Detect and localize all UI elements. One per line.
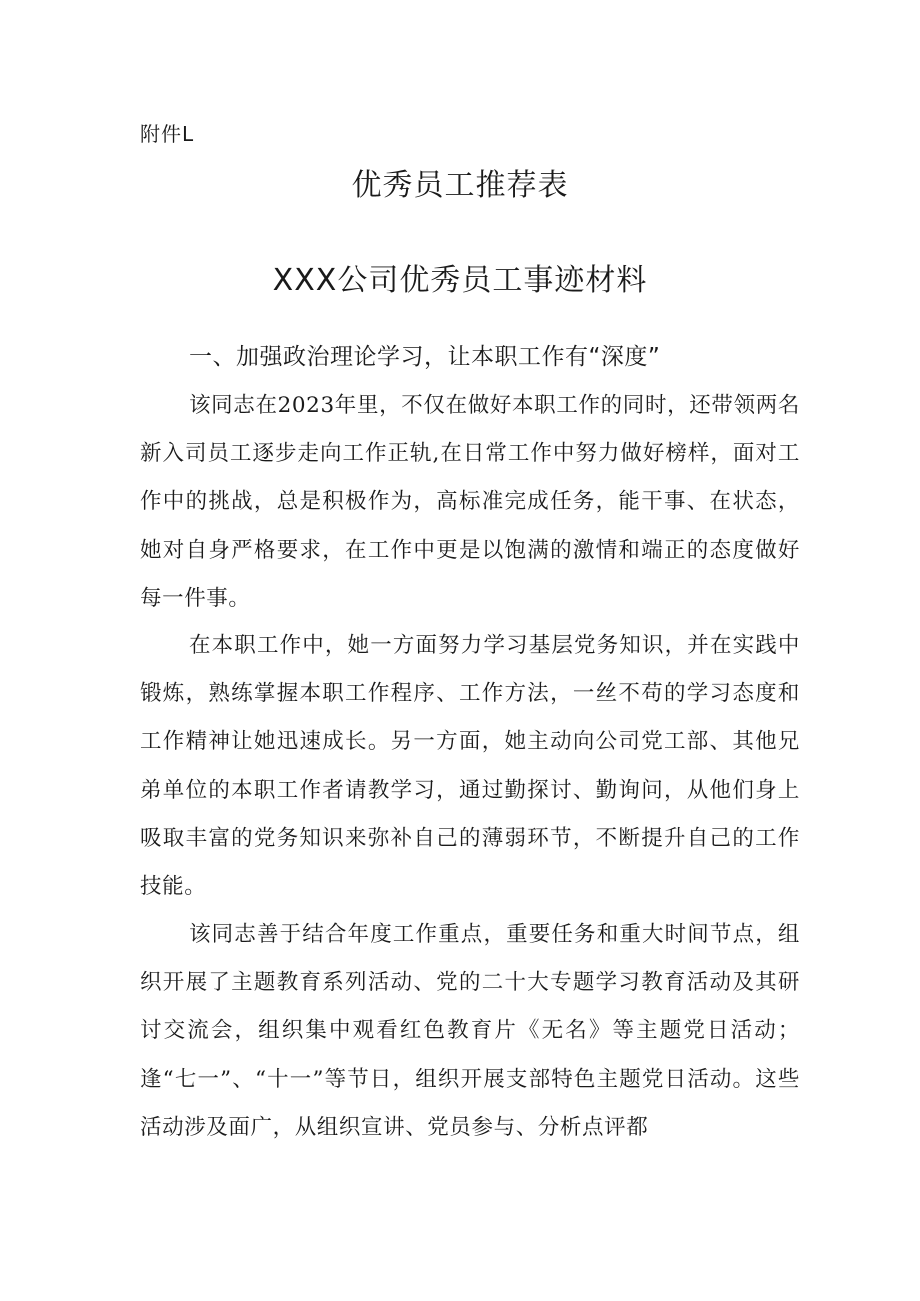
section-heading: 一、加强政治理论学习，让本职工作有“深度” [189, 344, 661, 370]
attachment-label: 附件L [140, 122, 195, 146]
paragraph-3: 该同志善于结合年度工作重点，重要任务和重大时间节点，组织开展了主题教育系列活动、党的二十大专题学习教育活动及其研讨交流会，组织集中观看红色教育片《无名》等主题党日活动；逢“七一”、“十一”等节日，组织开展支部特色主题党日活动。这些活动涉及面广，从组织宣讲、党员参与、分析点评都 [140, 922, 800, 1140]
document-subtitle: XXX公司优秀员工事迹材料 [272, 263, 648, 298]
paragraph-2: 在本职工作中，她一方面努力学习基层党务知识，并在实践中锻炼，熟练掌握本职工作程序、工作方法，一丝不苟的学习态度和工作精神让她迅速成长。另一方面，她主动向公司党工部、其他兄弟单位的本职工作者请教学习，通过勤探讨、勤询问，从他们身上吸取丰富的党务知识来弥补自己的薄弱环节，不断提升自己的工作技能。 [140, 633, 800, 900]
document-title: 优秀员工推荐表 [351, 168, 569, 203]
paragraph-1: 该同志在2023年里，不仅在做好本职工作的同时，还带领两名新入司员工逐步走向工作正轨,在日常工作中努力做好榜样，面对工作中的挑战，总是积极作为，高标准完成任务，能干事、在状态，她对自身严格要求，在工作中更是以饱满的激情和端正的态度做好每一件事。 [140, 393, 800, 611]
